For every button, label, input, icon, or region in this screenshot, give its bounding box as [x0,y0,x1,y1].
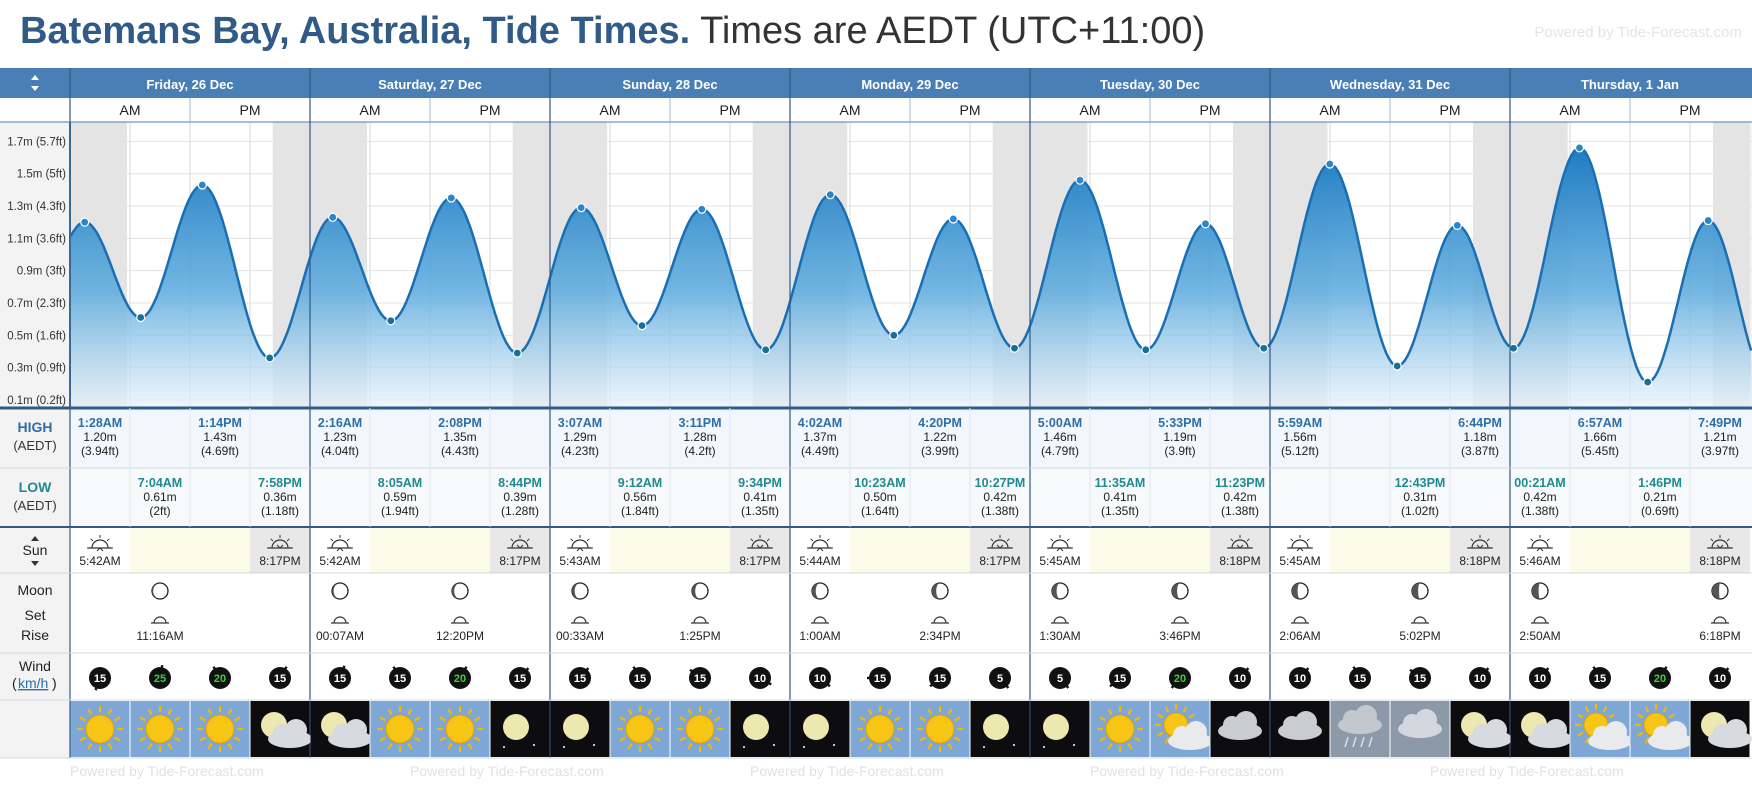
high-tide-time: 5:33PM [1158,416,1202,430]
wind-speed-icon [689,667,711,689]
moonset-time: 1:30AM [1039,629,1081,643]
low-tide-time: 12:43PM [1394,476,1446,490]
moonset-time: 2:06AM [1279,629,1321,643]
low-tide-time: 10:23AM [854,476,906,490]
low-tide-point[interactable] [1260,344,1268,352]
pm-label: PM [479,102,501,118]
moonset-time: 12:20PM [435,629,485,643]
high-tide-time: 5:59AM [1277,416,1323,430]
moonset-icon [1051,617,1069,623]
moonset-time: 11:16AM [136,629,184,643]
low-tide-point[interactable] [1510,344,1518,352]
moon-phase-icon [332,583,348,599]
high-tide-meters: 1.20m [83,430,117,444]
weather-moon-cloud-icon [311,701,373,757]
weather-sun-icon [191,701,250,757]
moonset-time: 1:00AM [799,629,841,643]
high-tide-feet: (4.43ft) [440,444,480,458]
low-tide-feet: (1.02ft) [1400,504,1440,518]
low-tide-feet: (1.35ft) [1100,504,1140,518]
sunrise-time: 5:42AM [319,554,361,568]
weather-cloud-night-icon [1271,701,1330,757]
low-tide-meters: 0.50m [863,490,897,504]
sunset-time: 8:18PM [1459,554,1501,568]
sunrise-time: 5:45AM [1039,554,1081,568]
wind-speed-value: 15 [333,673,347,685]
wind-speed-value: 15 [93,673,107,685]
wind-unit-paren-open: ( [12,675,17,691]
low-tide-point[interactable] [266,354,274,362]
low-tide-meters: 0.21m [1643,490,1677,504]
pm-label: PM [1439,102,1461,118]
wind-speed-icon [329,666,351,689]
moonset-icon [1171,617,1189,623]
moon-phase-icon [932,583,948,599]
high-tide-feet: (5.12ft) [1280,444,1320,458]
sunrise-time: 5:42AM [79,554,121,568]
weather-sun-icon [671,701,730,757]
moon-set-label: Set [24,607,46,623]
high-tide-time: 3:07AM [557,416,603,430]
moon-phase-icon [152,583,168,599]
high-tide-feet: (3.99ft) [920,444,960,458]
am-label: AM [839,102,861,118]
weather-sun-icon [371,701,430,757]
moonset-icon [1291,617,1309,623]
sunset-time: 8:17PM [739,554,781,568]
low-tide-feet: (1.84ft) [620,504,660,518]
wind-speed-value: 25 [153,673,167,685]
low-tide-point[interactable] [890,331,898,339]
high-tide-point[interactable] [1326,160,1334,168]
pm-label: PM [1679,102,1701,118]
high-tide-point[interactable] [1076,176,1084,184]
y-tick-label: 0.7m (2.3ft) [7,297,66,310]
day-header: Thursday, 1 Jan [1580,77,1680,92]
low-tide-feet: (1.38ft) [1220,504,1260,518]
powered-by-watermark: Powered by Tide-Forecast.com [750,763,944,779]
wind-speed-value: 15 [573,673,587,685]
high-tide-meters: 1.19m [1163,430,1197,444]
moonset-time: 2:50AM [1519,629,1561,643]
high-tide-feet: (4.49ft) [800,444,840,458]
moonset-icon [571,617,589,623]
moonset-icon [1711,617,1729,623]
high-tide-time: 5:00AM [1037,416,1083,430]
weather-sun-cloud-icon [1571,701,1633,757]
high-tide-feet: (5.45ft) [1580,444,1620,458]
high-tide-meters: 1.56m [1283,430,1317,444]
wind-speed-value: 15 [393,673,407,685]
pm-label: PM [1199,102,1221,118]
low-tide-time: 10:27PM [974,476,1026,490]
high-tide-point[interactable] [577,204,585,212]
moonset-time: 2:34PM [919,629,961,643]
low-tide-meters: 0.56m [623,490,657,504]
moon-phase-icon [1712,583,1728,599]
high-tide-feet: (3.97ft) [1700,444,1740,458]
wind-speed-icon [449,667,471,689]
low-tide-feet: (1.38ft) [1520,504,1560,518]
weather-sun-icon [611,701,670,757]
moon-rise-label: Rise [20,627,50,643]
low-tide-time: 1:46PM [1638,476,1682,490]
high-tide-time: 4:20PM [918,416,962,430]
low-tide-time: 9:34PM [738,476,782,490]
am-label: AM [1559,102,1581,118]
moonset-icon [1411,617,1429,623]
wind-speed-icon [569,667,591,689]
high-row-tz: (AEDT) [13,438,57,453]
low-tide-feet: (1.35ft) [740,504,780,518]
high-tide-point[interactable] [698,205,706,213]
sunset-time: 8:18PM [1219,554,1261,568]
day-header: Saturday, 27 Dec [378,77,482,92]
high-row-label: HIGH [17,419,53,435]
low-tide-time: 9:12AM [617,476,663,490]
low-row-tz: (AEDT) [13,498,57,513]
low-tide-meters: 0.42m [983,490,1017,504]
high-tide-meters: 1.66m [1583,430,1617,444]
weather-moon-icon [551,701,610,757]
low-tide-meters: 0.41m [1103,490,1137,504]
wind-speed-icon [149,665,171,689]
low-tide-meters: 0.41m [743,490,777,504]
am-label: AM [359,102,381,118]
tide-chart [0,68,1752,787]
high-tide-meters: 1.18m [1463,430,1497,444]
high-tide-feet: (4.69ft) [200,444,240,458]
low-tide-time: 11:35AM [1094,476,1146,490]
high-tide-time: 6:57AM [1577,416,1623,430]
low-tide-feet: (1.64ft) [860,504,900,518]
wind-speed-value: 10 [813,673,827,685]
y-tick-label: 0.9m (3ft) [16,265,66,278]
weather-sun-icon [71,701,130,757]
sunset-time: 8:17PM [259,554,301,568]
low-tide-point[interactable] [762,346,770,354]
high-tide-time: 2:16AM [317,416,363,430]
y-tick-label: 0.5m (1.6ft) [7,330,66,343]
weather-moon-icon [791,701,850,757]
low-tide-time: 8:44PM [498,476,542,490]
wind-speed-value: 10 [1713,673,1727,685]
high-tide-meters: 1.22m [923,430,957,444]
moonset-time: 3:46PM [1159,629,1201,643]
high-tide-time: 2:08PM [438,416,482,430]
high-tide-time: 4:02AM [797,416,843,430]
high-tide-point[interactable] [81,218,89,226]
y-tick-label: 0.1m (0.2ft) [7,394,66,407]
wind-speed-value: 20 [1653,673,1667,685]
day-header: Sunday, 28 Dec [622,77,718,92]
am-label: AM [1319,102,1341,118]
y-tick-label: 1.7m (5.7ft) [7,136,66,149]
sunset-time: 8:17PM [979,554,1021,568]
wind-speed-value: 15 [933,673,947,685]
y-tick-label: 1.1m (3.6ft) [7,233,66,246]
sunset-time: 8:18PM [1699,554,1741,568]
high-tide-time: 1:14PM [198,416,242,430]
moonset-icon [1531,617,1549,623]
am-label: AM [599,102,621,118]
ampm-row [0,98,1752,122]
wind-speed-icon [1229,667,1251,689]
high-tide-point[interactable] [1202,220,1210,228]
wind-speed-value: 10 [1293,673,1307,685]
moon-row-label: Moon [17,582,53,598]
wind-speed-icon [1049,667,1071,689]
high-tide-point[interactable] [1576,144,1584,152]
low-tide-point[interactable] [387,317,395,325]
pm-label: PM [719,102,741,118]
high-tide-feet: (4.79ft) [1040,444,1080,458]
am-label: AM [1079,102,1101,118]
moonset-icon [331,617,349,623]
wind-speed-value: 15 [513,673,527,685]
wind-speed-icon [89,667,111,690]
wind-speed-value: 20 [213,673,227,685]
moon-phase-icon [812,583,828,599]
day-header: Friday, 26 Dec [146,77,234,92]
y-tick-label: 0.3m (0.9ft) [7,362,66,375]
y-tick-label: 1.5m (5ft) [16,168,66,181]
weather-sun-icon [131,701,190,757]
powered-by-watermark: Powered by Tide-Forecast.com [1090,763,1284,779]
high-tide-time: 7:49PM [1698,416,1742,430]
moon-phase-icon [1292,583,1308,599]
high-tide-time: 1:28AM [77,416,123,430]
moon-phase-icon [572,583,588,599]
wind-speed-value: 5 [996,673,1004,685]
wind-unit-paren-close: ) [52,675,57,691]
low-tide-feet: (1.28ft) [500,504,540,518]
title-timezone: Times are AEDT (UTC+11:00) [700,10,1206,52]
weather-moon-cloud-icon [1691,701,1752,757]
wind-speed-icon [1289,667,1311,689]
day-header: Monday, 29 Dec [861,77,959,92]
low-tide-meters: 0.61m [143,490,177,504]
am-label: AM [119,102,141,118]
wind-speed-icon [749,667,771,689]
high-tide-feet: (4.23ft) [560,444,600,458]
moonset-time: 6:18PM [1699,629,1741,643]
weather-moon-icon [491,701,550,757]
powered-by-watermark: Powered by Tide-Forecast.com [1534,24,1742,41]
wind-speed-icon [1469,667,1491,689]
wind-speed-icon [809,667,831,689]
weather-moon-cloud-icon [251,701,313,757]
low-tide-meters: 0.31m [1403,490,1437,504]
wind-speed-icon [929,667,951,689]
wind-row-label: Wind [19,658,51,674]
low-tide-meters: 0.36m [263,490,297,504]
wind-speed-icon [1649,667,1671,689]
high-tide-meters: 1.43m [203,430,237,444]
high-tide-feet: (4.2ft) [684,444,716,458]
high-tide-feet: (3.94ft) [80,444,120,458]
y-tick-label: 1.3m (4.3ft) [7,201,66,214]
low-tide-feet: (1.18ft) [260,504,300,518]
low-tide-point[interactable] [513,349,521,357]
wind-unit-link[interactable]: km/h [18,675,49,691]
high-tide-meters: 1.37m [803,430,837,444]
weather-moon-cloud-icon [1451,701,1513,757]
high-tide-meters: 1.23m [323,430,357,444]
high-tide-time: 6:44PM [1458,416,1502,430]
sunrise-time: 5:43AM [559,554,601,568]
wind-speed-value: 5 [1056,673,1064,685]
weather-sun-icon [851,701,910,757]
page-title [20,10,1205,53]
moonset-time: 00:33AM [555,629,605,643]
wind-speed-value: 15 [1113,673,1127,685]
powered-by-watermark: Powered by Tide-Forecast.com [1430,763,1624,779]
weather-moon-cloud-icon [1511,701,1573,757]
weather-sun-icon [1091,701,1150,757]
low-tide-meters: 0.42m [1223,490,1257,504]
wind-speed-icon [1409,667,1431,689]
wind-speed-icon [389,667,411,689]
moonset-icon [151,617,169,623]
high-tide-point[interactable] [949,215,957,223]
wind-speed-icon [269,667,291,689]
high-tide-meters: 1.46m [1043,430,1077,444]
high-tide-meters: 1.35m [443,430,477,444]
wind-speed-value: 20 [1173,673,1187,685]
wind-speed-value: 15 [1413,673,1427,685]
weather-moon-icon [1031,701,1090,757]
day-header: Tuesday, 30 Dec [1100,77,1200,92]
moon-phase-icon [1052,583,1068,599]
wind-speed-icon [1589,667,1611,689]
high-tide-time: 3:11PM [678,416,722,430]
weather-cloud-night-icon [1211,701,1270,757]
powered-by-watermark: Powered by Tide-Forecast.com [410,763,604,779]
low-tide-point[interactable] [1142,346,1150,354]
high-tide-meters: 1.21m [1703,430,1737,444]
low-tide-meters: 0.59m [383,490,417,504]
wind-speed-value: 15 [633,673,647,685]
weather-rain-cloud-icon [1331,701,1390,757]
wind-speed-icon [989,667,1011,689]
moonset-icon [691,617,709,623]
moonset-time: 1:25PM [679,629,721,643]
moon-phase-icon [1532,583,1548,599]
wind-speed-value: 10 [1473,673,1487,685]
low-tide-meters: 0.39m [503,490,537,504]
low-tide-point[interactable] [1644,378,1652,386]
low-tide-point[interactable] [137,314,145,322]
wind-speed-icon [1709,667,1731,689]
weather-sun-cloud-icon [1631,701,1693,757]
low-tide-meters: 0.42m [1523,490,1557,504]
moon-phase-icon [1412,583,1428,599]
low-tide-feet: (2ft) [149,504,171,518]
weather-moon-icon [731,701,790,757]
low-tide-point[interactable] [1011,344,1019,352]
low-tide-feet: (1.38ft) [980,504,1020,518]
high-tide-feet: (4.04ft) [320,444,360,458]
sunrise-time: 5:45AM [1279,554,1321,568]
moonset-icon [811,617,829,623]
wind-speed-value: 15 [873,673,887,685]
high-tide-point[interactable] [1704,217,1712,225]
moon-phase-icon [452,583,468,599]
sunset-time: 8:17PM [499,554,541,568]
high-tide-feet: (3.9ft) [1164,444,1196,458]
high-tide-meters: 1.29m [563,430,597,444]
wind-speed-icon [867,667,891,689]
moon-phase-icon [1172,583,1188,599]
wind-speed-value: 15 [1593,673,1607,685]
wind-speed-value: 10 [1233,673,1247,685]
powered-by-watermark: Powered by Tide-Forecast.com [70,763,264,779]
low-row-label: LOW [18,479,52,495]
low-tide-feet: (1.94ft) [380,504,420,518]
low-tide-feet: (0.69ft) [1640,504,1680,518]
wind-speed-value: 10 [1533,673,1547,685]
wind-speed-icon [209,667,231,689]
wind-speed-icon [1349,667,1371,689]
moonset-icon [451,617,469,623]
sunrise-time: 5:46AM [1519,554,1561,568]
weather-sun-icon [431,701,490,757]
wind-speed-icon [509,667,531,689]
high-tide-point[interactable] [1453,221,1461,229]
wind-speed-icon [1169,667,1191,689]
title-location: Batemans Bay, Australia, Tide Times. [20,10,691,52]
high-tide-point[interactable] [447,194,455,202]
low-tide-point[interactable] [1393,362,1401,370]
low-tide-time: 7:04AM [137,476,183,490]
moonset-time: 00:07AM [315,629,365,643]
low-tide-time: 7:58PM [258,476,302,490]
wind-speed-value: 15 [1353,673,1367,685]
weather-sun-icon [911,701,970,757]
pm-label: PM [239,102,261,118]
sun-row-label: Sun [22,542,48,558]
low-tide-point[interactable] [638,322,646,330]
weather-sun-cloud-icon [1151,701,1213,757]
weather-moon-icon [971,701,1030,757]
sunrise-time: 5:44AM [799,554,841,568]
wind-speed-icon [629,667,651,689]
high-tide-point[interactable] [826,191,834,199]
wind-speed-value: 15 [273,673,287,685]
high-tide-point[interactable] [198,181,206,189]
moon-phase-icon [692,583,708,599]
high-tide-meters: 1.28m [683,430,717,444]
wind-speed-value: 15 [693,673,707,685]
weather-cloud-icon [1391,701,1450,757]
high-tide-feet: (3.87ft) [1460,444,1500,458]
wind-speed-value: 10 [753,673,767,685]
low-tide-time: 00:21AM [1514,476,1566,490]
wind-speed-icon [1109,667,1131,689]
moonset-time: 5:02PM [1399,629,1441,643]
day-header: Wednesday, 31 Dec [1329,77,1451,92]
high-tide-point[interactable] [329,213,337,221]
pm-label: PM [959,102,981,118]
low-tide-time: 11:23PM [1214,476,1266,490]
wind-speed-value: 20 [453,673,467,685]
wind-speed-icon [1529,667,1551,689]
low-tide-time: 8:05AM [377,476,423,490]
moonset-icon [931,617,949,623]
